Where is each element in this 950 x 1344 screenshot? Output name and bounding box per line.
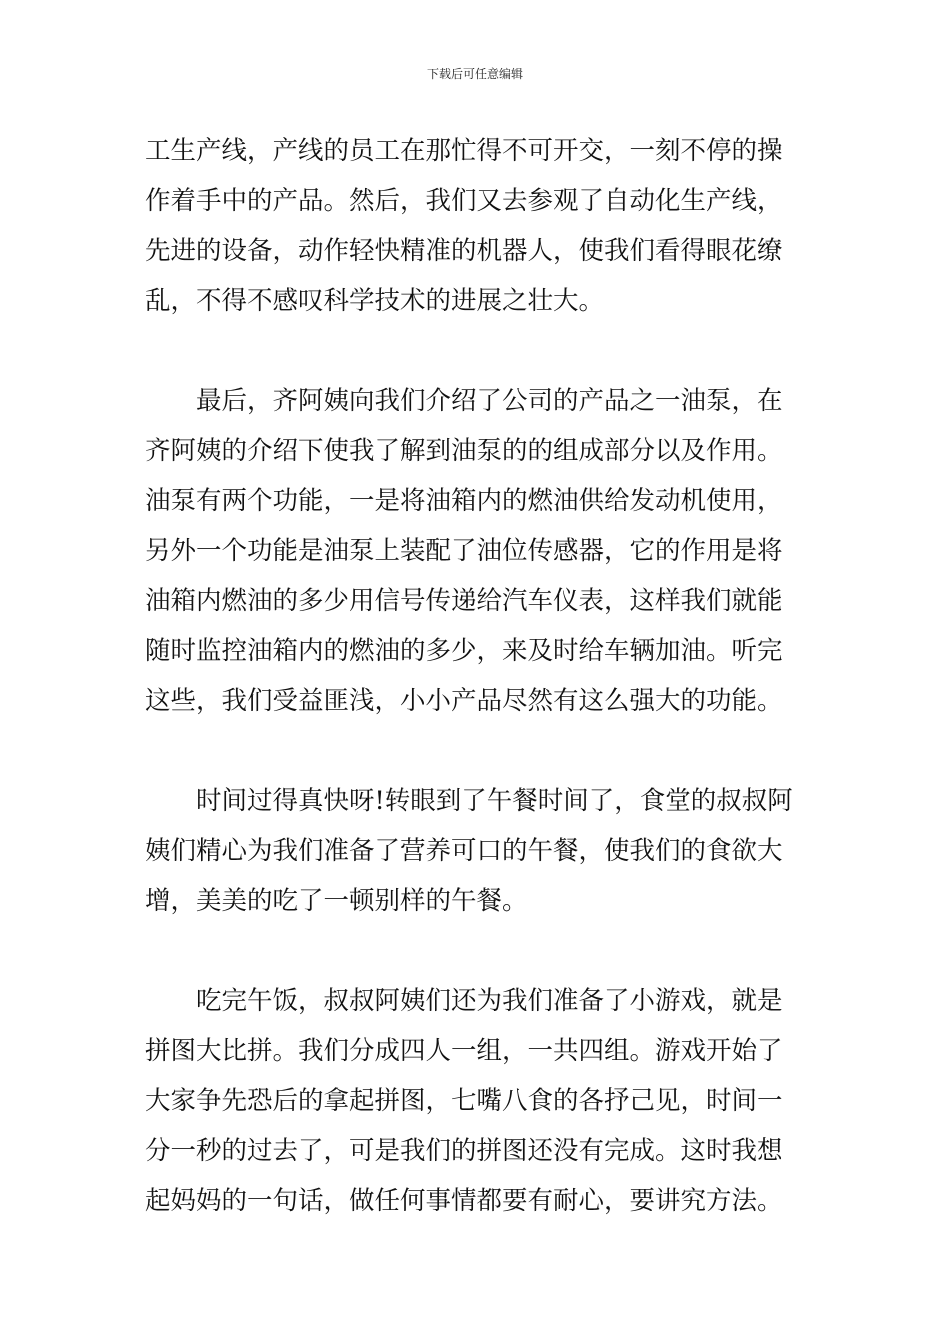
text-line: 作着手中的产品。然后，我们又去参观了自动化生产线， [145,186,783,216]
text-line: 另外一个功能是油泵上装配了油位传感器，它的作用是将 [145,536,783,566]
paragraph [145,976,807,1226]
paragraph [145,776,807,926]
text-line: 姨们精心为我们准备了营养可口的午餐，使我们的食欲大 [145,836,783,866]
text-line: 这些，我们受益匪浅，小小产品尽然有这么强大的功能。 [145,686,783,716]
text-line: 吃完午饭，叔叔阿姨们还为我们准备了小游戏，就是 [196,986,783,1016]
text-line: 拼图大比拼。我们分成四人一组，一共四组。游戏开始了 [145,1036,783,1066]
paragraph [145,376,807,726]
text-line: 随时监控油箱内的燃油的多少，来及时给车辆加油。听完 [145,636,783,666]
paragraph-gap [145,726,807,776]
text-line: 油泵有两个功能，一是将油箱内的燃油供给发动机使用， [145,486,783,516]
text-line: 时间过得真快呀!转眼到了午餐时间了，食堂的叔叔阿 [196,786,793,816]
paragraph [145,126,807,326]
document-body [145,126,807,1226]
text-line: 起妈妈的一句话，做任何事情都要有耐心，要讲究方法。 [145,1186,783,1216]
text-line: 齐阿姨的介绍下使我了解到油泵的的组成部分以及作用。 [145,436,783,466]
text-line: 分一秒的过去了，可是我们的拼图还没有完成。这时我想 [145,1136,783,1166]
paragraph-gap [145,926,807,976]
text-line: 最后，齐阿姨向我们介绍了公司的产品之一油泵，在 [196,386,783,416]
text-line: 工生产线，产线的员工在那忙得不可开交，一刻不停的操 [145,136,783,166]
page-header: 下载后可任意编辑 [426,67,523,81]
text-line: 大家争先恐后的拿起拼图，七嘴八食的各抒己见，时间一 [145,1086,783,1116]
text-line: 增，美美的吃了一顿别样的午餐。 [145,886,528,916]
text-line: 油箱内燃油的多少用信号传递给汽车仪表，这样我们就能 [145,586,783,616]
paragraph-gap [145,326,807,376]
text-line: 乱，不得不感叹科学技术的进展之壮大。 [145,286,605,316]
text-line: 先进的设备，动作轻快精准的机器人，使我们看得眼花缭 [145,236,783,266]
